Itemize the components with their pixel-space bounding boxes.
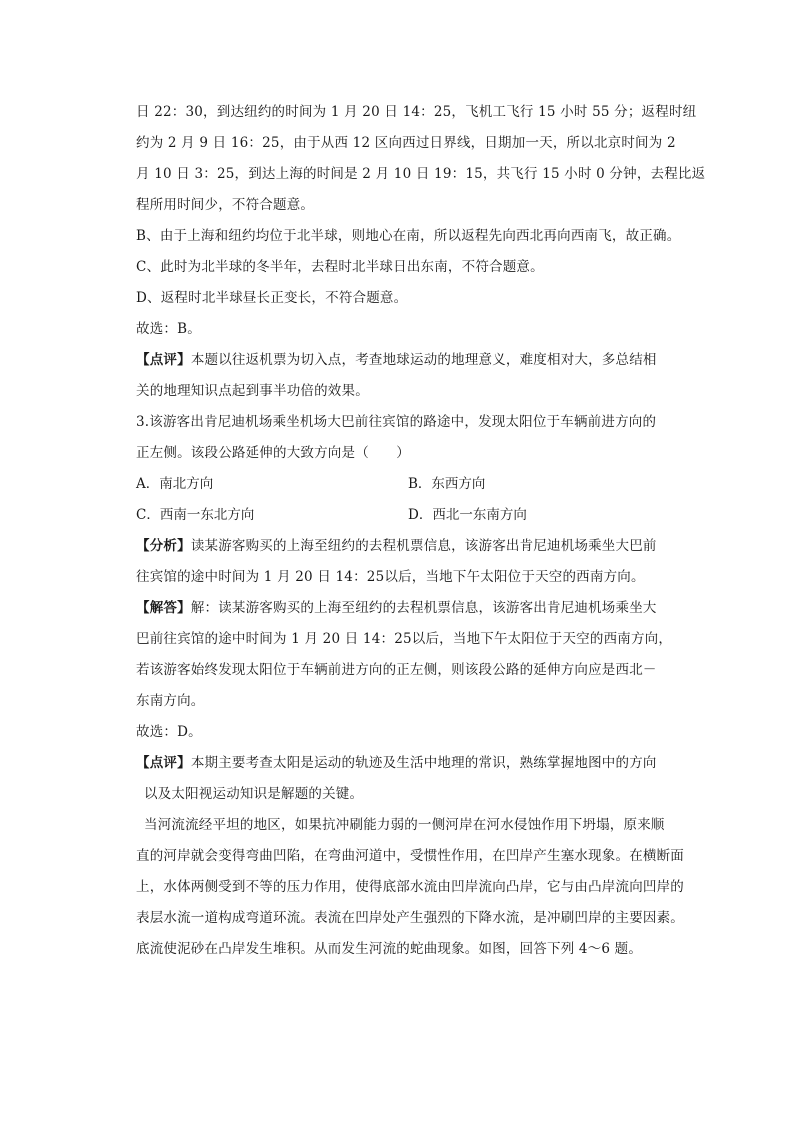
solution-line: 若该游客始终发现太阳位于车辆前进方向的正左侧，则该段公路的延伸方向应是西北－	[136, 662, 657, 678]
comment-text: 本期主要考查太阳是运动的轨迹及生活中地理的常识，熟练掌握地图中的方向	[190, 755, 657, 771]
solution-tag: 【解答】	[136, 600, 191, 616]
analysis-tag: 【分析】	[136, 538, 191, 554]
solution-text: 解：读某游客购买的上海至纽约的去程机票信息，该游客出肯尼迪机场乘坐大	[190, 600, 657, 616]
comment-line	[136, 748, 696, 779]
question-3-line: 正左侧。该段公路延伸的大致方向是（ ）	[136, 445, 410, 461]
option-d: D．西北一东南方向	[408, 507, 527, 523]
option-b: B．东西方向	[408, 476, 486, 492]
comment-tag: 【点评】	[136, 352, 191, 368]
comment-tag: 【点评】	[136, 755, 191, 771]
text-line: 日 22：30，到达纽约的时间为 1 月 20 日 14：25，飞机工飞行 15 小时 55 分；返程时纽	[136, 104, 697, 120]
solution-line: 巴前往宾馆的途中时间为 1 月 20 日 14：25以后，当地下午太阳位于天空的西南方向，	[136, 631, 673, 647]
solution-line: 东南方向。	[136, 693, 205, 709]
passage-line: 底流使泥砂在凸岸发生堆积。从而发生河流的蛇曲现象。如图，回答下列 4～6 题。	[136, 941, 643, 957]
option-c-explanation: C、此时为北半球的冬半年，去程时北半球日出东南，不符合题意。	[136, 259, 544, 275]
text-line: 程所用时间少，不符合题意。	[136, 197, 315, 213]
question-3-options-row	[136, 500, 696, 531]
passage-line: 表层水流一道构成弯道环流。表流在凹岸处产生强烈的下降水流，是冲刷凹岸的主要因素。	[136, 910, 684, 926]
option-b-explanation: B、由于上海和纽约均位于北半球，则地心在南，所以返程先向西北再向西南飞，故正确。	[136, 228, 681, 244]
text-line: 约为 2 月 9 日 16：25，由于从西 12 区向西过日界线，日期加一天，所以北京时间为 2	[136, 135, 676, 151]
text-line: 月 10 日 3：25，到达上海的时间是 2 月 10 日 19：15，共飞行 15 小时 0 分钟，去程比返	[136, 166, 706, 182]
question-3-line: 3.该游客出肯尼迪机场乘坐机场大巴前往宾馆的路途中，发现太阳位于车辆前进方向的	[136, 414, 657, 430]
passage-line: 上，水体两侧受到不等的压力作用，使得底部水流由凹岸流向凸岸，它与由凸岸流向凹岸的	[136, 879, 684, 895]
comment-line: 关的地理知识点起到事半功倍的效果。	[136, 383, 369, 399]
option-a: A．南北方向	[136, 476, 214, 492]
analysis-line: 往宾馆的途中时间为 1 月 20 日 14：25以后，当地下午太阳位于天空的西南方向。	[136, 569, 645, 585]
question-3-options-row	[136, 469, 696, 500]
option-c: C．西南一东北方向	[136, 507, 255, 523]
analysis-text: 读某游客购买的上海至纽约的去程机票信息，该游客出肯尼迪机场乘坐大巴前	[190, 538, 657, 554]
solution-line	[136, 593, 696, 624]
comment-line: 以及太阳视运动知识是解题的关键。	[144, 786, 364, 802]
answer-line: 故选：B。	[136, 321, 201, 337]
comment-text: 本题以往返机票为切入点，考查地球运动的地理意义，难度相对大，多总结相	[190, 352, 657, 368]
passage-line: 直的河岸就会变得弯曲凹陷，在弯曲河道中，受惯性作用，在凹岸产生塞水现象。在横断面	[136, 848, 684, 864]
analysis-line	[136, 531, 696, 562]
document-content	[136, 97, 706, 965]
answer-line: 故选：D。	[136, 724, 202, 740]
passage-line: 当河流流经平坦的地区，如果抗冲刷能力弱的一侧河岸在河水侵蚀作用下坍塌，原来顺	[144, 817, 665, 833]
option-d-explanation: D、返程时北半球昼长正变长，不符合题意。	[136, 290, 408, 306]
comment-line	[136, 345, 696, 376]
